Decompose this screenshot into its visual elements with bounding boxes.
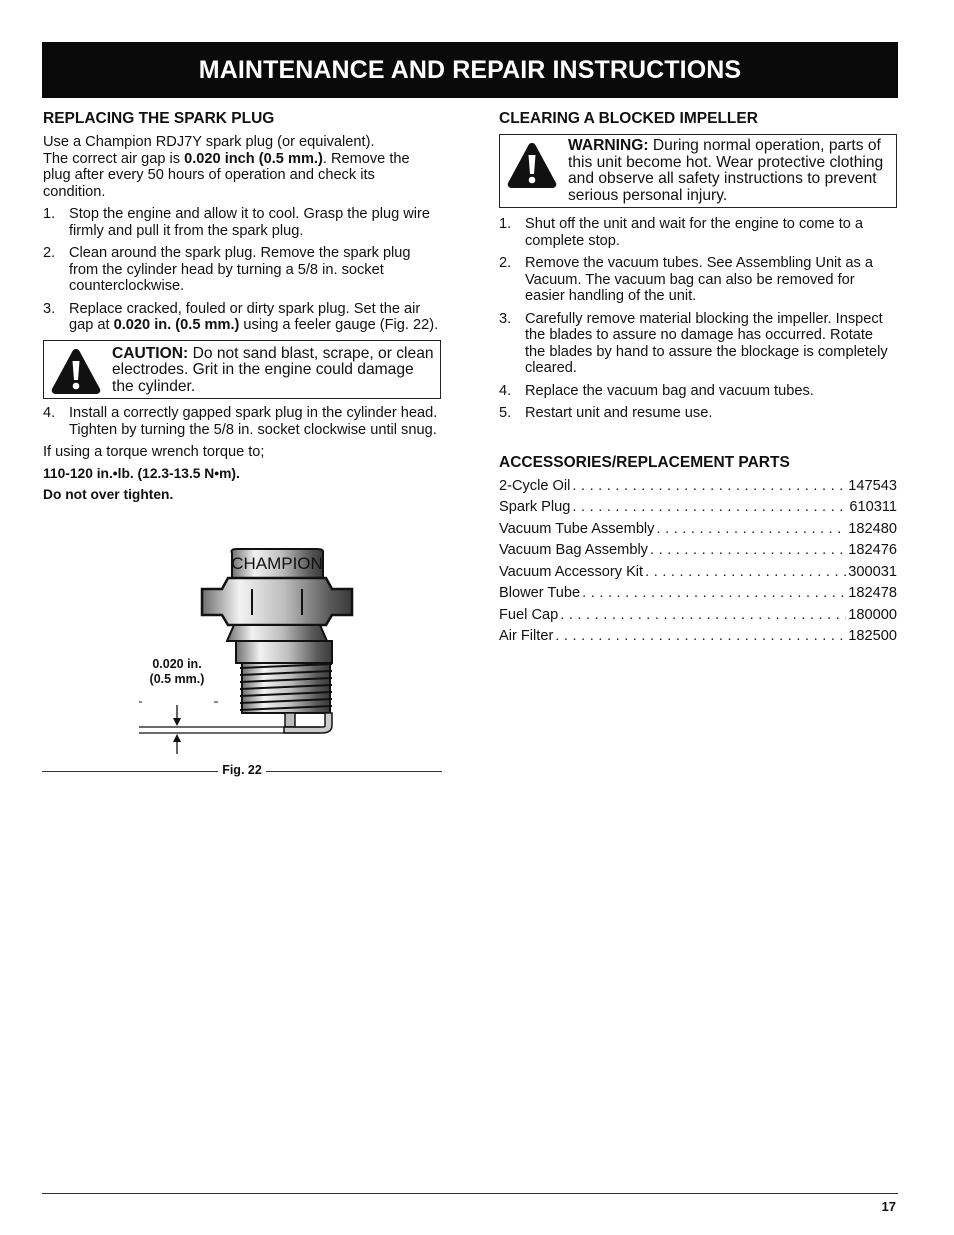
warning-box bbox=[499, 134, 897, 208]
part-name: Vacuum Accessory Kit bbox=[499, 563, 644, 580]
part-name: Fuel Cap bbox=[499, 606, 559, 623]
warning-label: WARNING: bbox=[568, 137, 649, 154]
step-text: Shut off the unit and wait for the engine to come to a complete stop. bbox=[525, 216, 864, 249]
leader-dots bbox=[582, 585, 846, 602]
warning-triangle-icon bbox=[50, 347, 102, 395]
footer-rule bbox=[42, 1193, 898, 1194]
list-item bbox=[499, 542, 897, 564]
part-number: 610311 bbox=[849, 499, 897, 515]
step-number: 1. bbox=[43, 206, 56, 222]
step-text: Replace the vacuum bag and vacuum tubes. bbox=[525, 382, 814, 399]
impeller-section bbox=[499, 110, 897, 650]
banner-title: MAINTENANCE AND REPAIR INSTRUCTIONS bbox=[198, 55, 742, 84]
caution-label: CAUTION: bbox=[112, 344, 189, 362]
list-item bbox=[43, 405, 441, 438]
step-text: Install a correctly gapped spark plug in the cylinder head. Tighten by turning the 5/8 in. socket clockwise until snug. bbox=[69, 405, 438, 438]
list-item bbox=[499, 564, 897, 586]
caution-body: Do not sand blast, scrape, or clean electrodes. Grit in the engine could damage the cylinder. bbox=[112, 344, 434, 395]
part-name: Blower Tube bbox=[499, 585, 581, 601]
spark-intro-pre: The correct air gap is bbox=[43, 150, 185, 167]
leader-dots bbox=[645, 564, 846, 581]
impeller-heading: CLEARING A BLOCKED IMPELLER bbox=[499, 110, 758, 127]
list-item bbox=[499, 499, 897, 521]
part-number: 182478 bbox=[848, 585, 897, 601]
step-number: 3. bbox=[43, 300, 56, 317]
part-name: Spark Plug bbox=[499, 499, 571, 515]
step-number: 5. bbox=[499, 405, 512, 421]
part-name: Air Filter bbox=[499, 628, 554, 644]
gap-label-in: 0.020 in. bbox=[152, 657, 202, 671]
step-gap-value: 0.020 in. (0.5 mm.) bbox=[113, 317, 240, 333]
step-text: Stop the engine and allow it to cool. Grasp the plug wire firmly and pull it from the spark plug. bbox=[69, 206, 431, 239]
caution-box bbox=[43, 340, 441, 400]
list-item bbox=[43, 245, 441, 295]
figure-caption bbox=[0, 763, 484, 777]
leader-dots bbox=[650, 542, 846, 559]
step-text: Carefully remove material blocking the impeller. Inspect the blades to assure no damage has occurred. Rotate the blades by hand to assure the blockage is completely cleared. bbox=[525, 310, 888, 376]
gap-label-mm: (0.5 mm.) bbox=[149, 672, 205, 686]
caution-text bbox=[112, 344, 434, 396]
list-item bbox=[499, 255, 897, 305]
leader-dots bbox=[572, 499, 847, 516]
leader-dots bbox=[555, 628, 846, 645]
list-item bbox=[499, 628, 897, 650]
step-text: Restart unit and resume use. bbox=[525, 405, 713, 421]
spark-steps bbox=[43, 206, 441, 334]
part-number: 300031 bbox=[848, 563, 897, 580]
spark-plug-heading: REPLACING THE SPARK PLUG bbox=[43, 110, 275, 127]
warning-body: During normal operation, parts of this unit become hot. Wear protective clothing and observe all safety instructions to prevent serious personal injury. bbox=[568, 137, 884, 204]
step-text: Remove the vacuum tubes. See Assembling Unit as a Vacuum. The vacuum bag can also be removed for easier handling of the unit. bbox=[525, 255, 873, 304]
page-banner bbox=[42, 42, 898, 98]
part-number: 182500 bbox=[848, 628, 897, 644]
part-name: 2-Cycle Oil bbox=[499, 477, 571, 494]
warning-triangle-icon bbox=[506, 141, 558, 189]
step-text-post: using a feeler gauge (Fig. 22). bbox=[239, 317, 439, 333]
spark-intro-gap: 0.020 inch (0.5 mm.) bbox=[184, 150, 323, 167]
spark-steps-continued bbox=[43, 405, 441, 438]
no-overtighten-note: Do not over tighten. bbox=[43, 487, 174, 502]
part-number: 147543 bbox=[848, 477, 897, 494]
list-item bbox=[499, 607, 897, 629]
leader-dots bbox=[560, 607, 846, 624]
gap-label bbox=[137, 657, 217, 687]
parts-list bbox=[499, 478, 897, 650]
leader-dots bbox=[656, 521, 846, 538]
plug-brand-label: CHAMPION bbox=[231, 554, 323, 573]
spark-intro-line1: Use a Champion RDJ7Y spark plug (or equivalent). bbox=[43, 134, 375, 150]
spark-intro-post: . Remove the plug after every 50 hours of operation and check its condition. bbox=[43, 150, 410, 200]
part-name: Vacuum Bag Assembly bbox=[499, 542, 648, 558]
part-number: 182476 bbox=[848, 542, 897, 558]
spark-intro bbox=[43, 134, 441, 200]
page-number: 17 bbox=[881, 1199, 896, 1214]
torque-intro: If using a torque wrench torque to; bbox=[43, 444, 265, 460]
step-text: Clean around the spark plug. Remove the spark plug from the cylinder head by turning a 5/8 in. socket counterclockwise. bbox=[69, 245, 411, 294]
step-number: 2. bbox=[43, 245, 56, 261]
step-number: 4. bbox=[43, 405, 56, 421]
list-item bbox=[499, 521, 897, 543]
impeller-steps bbox=[499, 216, 897, 422]
torque-value: 110-120 in.•lb. (12.3-13.5 N•m). bbox=[43, 465, 240, 481]
step-number: 1. bbox=[499, 216, 512, 232]
part-number: 182480 bbox=[848, 520, 897, 537]
list-item bbox=[499, 585, 897, 607]
step-number: 3. bbox=[499, 310, 512, 327]
list-item bbox=[499, 216, 897, 249]
accessories-heading: ACCESSORIES/REPLACEMENT PARTS bbox=[499, 453, 790, 471]
list-item bbox=[43, 301, 441, 334]
part-name: Vacuum Tube Assembly bbox=[499, 520, 655, 537]
figure-caption-text: Fig. 22 bbox=[218, 763, 266, 777]
part-number: 180000 bbox=[848, 606, 897, 623]
list-item bbox=[499, 478, 897, 500]
list-item bbox=[43, 206, 441, 239]
leader-dots bbox=[572, 478, 846, 495]
spark-plug-section bbox=[43, 110, 441, 504]
list-item bbox=[499, 405, 897, 422]
step-text: Replace cracked, fouled or dirty spark plug. Set the air gap at bbox=[69, 300, 421, 333]
spark-plug-figure bbox=[42, 545, 442, 780]
step-number: 4. bbox=[499, 382, 512, 399]
warning-text bbox=[568, 138, 890, 204]
step-number: 2. bbox=[499, 255, 512, 271]
list-item bbox=[499, 383, 897, 400]
list-item bbox=[499, 311, 897, 377]
